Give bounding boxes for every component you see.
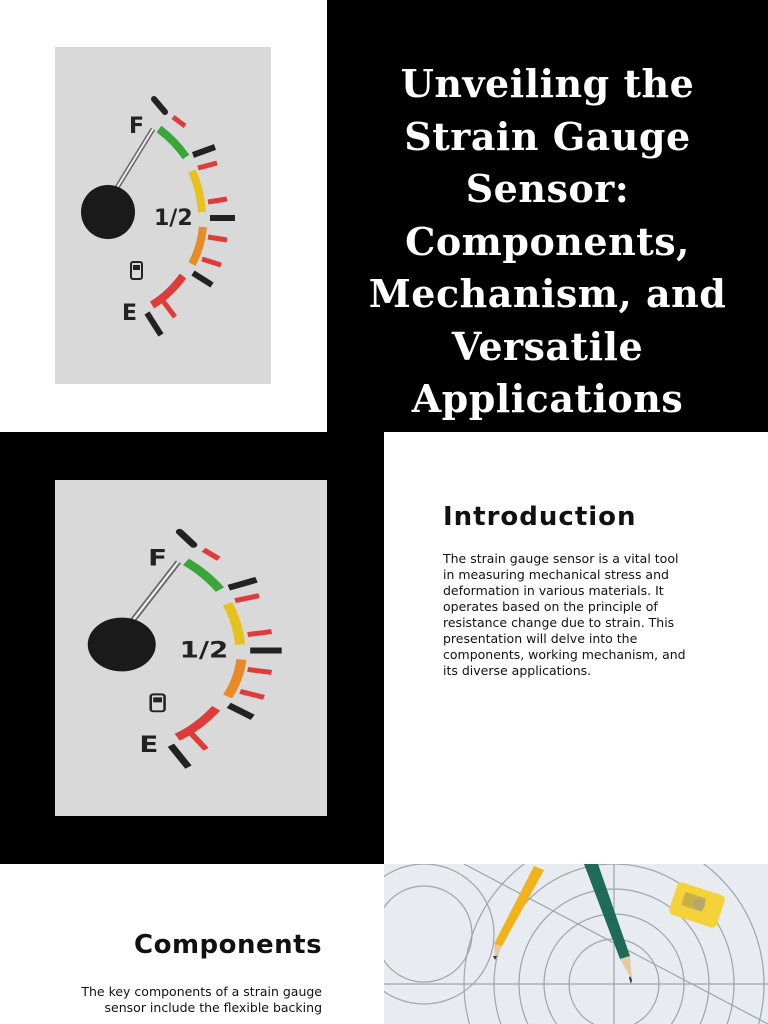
- title-slide: [0, 0, 768, 432]
- gauge-half-label: 1/2: [154, 206, 193, 231]
- gauge-full-label: F: [148, 545, 168, 572]
- gauge-empty-label: E: [122, 301, 138, 326]
- section-heading: Components: [134, 930, 323, 960]
- introduction-slide: [0, 432, 768, 864]
- fuel-gauge-photo: [55, 480, 327, 816]
- components-slide: [0, 864, 768, 1024]
- section-heading: Introduction: [443, 502, 637, 532]
- gauge-empty-label: E: [139, 731, 159, 758]
- gauge-half-label: 1/2: [179, 637, 229, 663]
- section-body: The key components of a strain gauge sensor include the flexible backing: [81, 984, 322, 1015]
- gauge-full-label: F: [129, 114, 145, 139]
- technical-drawing-photo: [384, 864, 768, 1024]
- fuel-gauge-icon: [55, 47, 271, 384]
- section-body: The strain gauge sensor is a vital tool in measuring mechanical stress and deformation in various materials. It operates based on the principle of resistance change due to strain. This presentation will delve into the components, working mechanism, and its diverse applications.: [443, 551, 686, 678]
- technical-drawing-pencils-icon: [384, 864, 768, 1024]
- slide-title: Unveiling the Strain Gauge Sensor: Components, Mechanism, and Versatile Applications: [368, 61, 727, 421]
- fuel-gauge-photo: [55, 47, 271, 384]
- fuel-gauge-icon: [55, 480, 327, 816]
